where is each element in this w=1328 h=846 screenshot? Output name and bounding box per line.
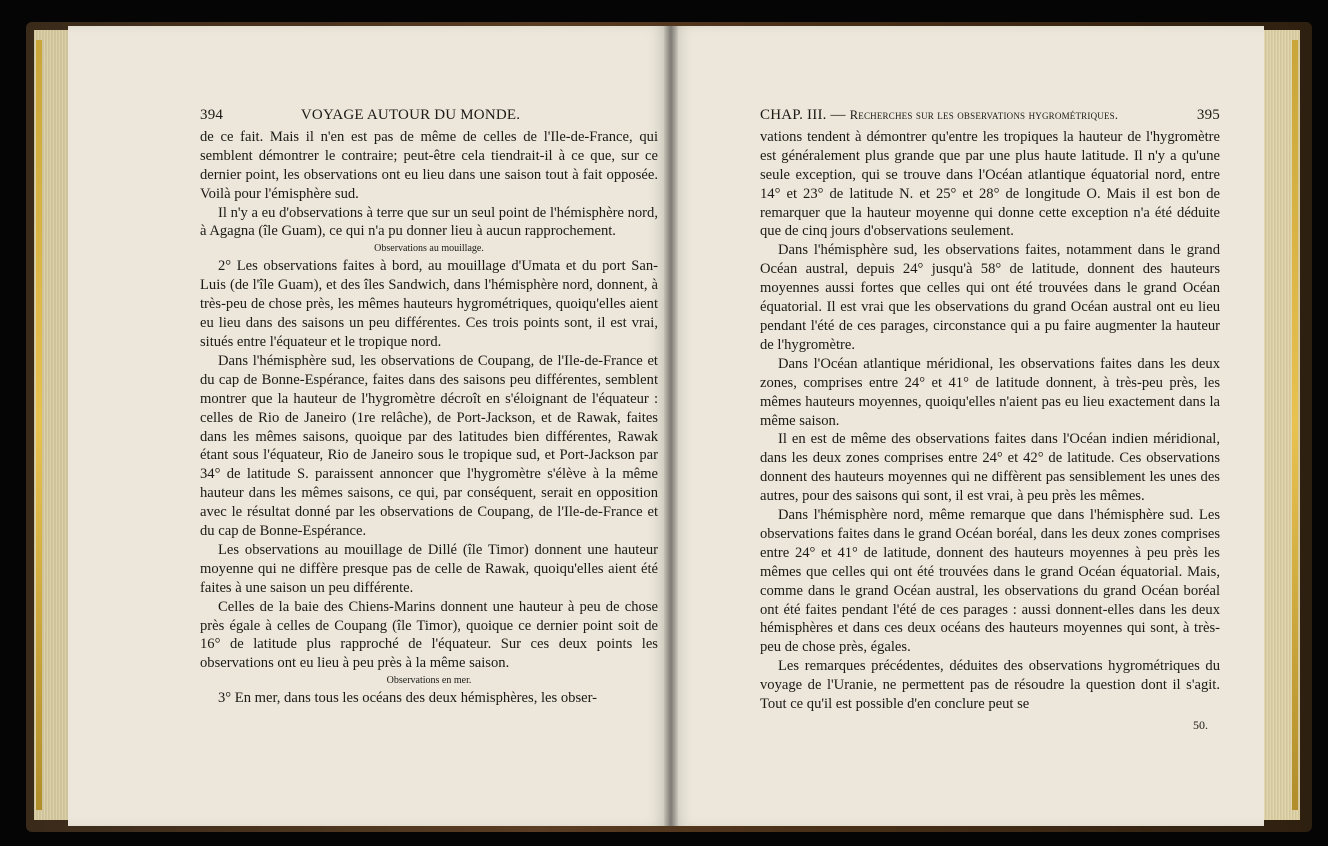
chapter-label: CHAP. III. — xyxy=(760,107,846,123)
paragraph: Les remarques précédentes, déduites des observations hygrométriques du voyage de l'Uranie, ne permettent pas de résoudre la question dont il s'agit. Tout ce qu'il est possible d'en conclure peut se xyxy=(760,658,1220,713)
left-running-head xyxy=(200,106,658,125)
right-page-text xyxy=(760,106,1220,735)
paragraph: Dans l'hémisphère nord, même remarque que dans l'hémisphère sud. Les observations faites dans le grand Océan boréal, dans les deux zones comprises entre 24° et 41° de latitude, donnent des hauteurs moyennes à peu près les mêmes que celles qui ont été trouvées dans le grand Océan équatorial. Mais, comme dans le grand Océan austral, les observations du grand Océan boréal ont été faites pendant l'été de ces parages : aussi donnent-elles dans les deux hémisphères et dans ces deux océans des hauteurs moyennes qui sont, à très-peu de chose près, égales. xyxy=(760,507,1220,656)
chapter-title: Recherches sur les observations hygrométriques. xyxy=(849,108,1119,122)
paragraph: Dans l'hémisphère sud, les observations de Coupang, de l'Ile-de-France et du cap de Bonne-Espérance, faites dans des saisons peu différentes, semblent montrer que la hauteur de l'hygromètre décroît en s'éloignant de l'équateur : celles de Rio de Janeiro (1re relâche), de Port-Jackson, et de Rawak, faites dans les mêmes saisons, quoique par des latitudes bien différentes, Rawak étant sous l'équateur, Rio de Janeiro sous le tropique sud, et Port-Jackson par 34° de latitude S. paraissent annoncer que l'hygromètre s'élève à la même hauteur dans les mêmes saisons, ce qui, par conséquent, serait en opposition avec le résultat donné par les observations de Coupang, de l'Ile-de-France et du cap de Bonne-Espérance. xyxy=(200,352,658,540)
right-page xyxy=(670,26,1264,826)
paragraph: vations tendent à démontrer qu'entre les tropiques la hauteur de l'hygromètre est généralement plus grande que par une plus haute latitude. Il n'y a qu'une seule exception, qui se trouve dans l'Océan atlantique équatorial nord, entre 14° et 23° de latitude N. et 25° et 28° de longitude O. Mais il est bon de remarquer que la hauteur moyenne qui donne cette exception n'a été déduite que de cinq jours d'observations seulement. xyxy=(760,128,1220,240)
right-running-title xyxy=(760,106,1197,125)
paragraph: Dans l'Océan atlantique méridional, les observations faites dans les deux zones, comprises entre 24° et 41° de latitude donnent, à très-peu près, les mêmes hauteurs moyennes, quoiqu'elles n'aient pas eu lieu exactement dans la même saison. xyxy=(760,355,1220,429)
left-gilt-edge xyxy=(36,40,42,810)
paragraph: Celles de la baie des Chiens-Marins donnent une hauteur à peu de chose près égale à celles de Coupang (île Timor), quoique ce dernier point soit de 16° de latitude plus rapproché de l'équateur. Sur ces deux points les observations ont eu lieu à peu près à la même saison. xyxy=(200,598,658,672)
left-page xyxy=(68,26,670,826)
paragraph: 3° En mer, dans tous les océans des deux hémisphères, les obser- xyxy=(218,690,598,707)
signature-mark: 50. xyxy=(1193,718,1208,732)
left-page-number: 394 xyxy=(200,107,224,123)
sidenote-en-mer: Observations en mer. xyxy=(386,675,472,687)
paragraph: Il en est de même des observations faites dans l'Océan indien méridional, dans les deux zones comprises entre 24° et 42° de latitude. Ces observations donnent des hauteurs moyennes qui ne diffèrent pas sensiblement les unes des autres, pour des saisons qui sont, il est vrai, à peu près les mêmes. xyxy=(760,431,1220,505)
paragraph: Les observations au mouillage de Dillé (île Timor) donnent une hauteur moyenne qui ne diffère presque pas de celle de Rawak, quoiqu'elles aient été faites à une saison un peu différente. xyxy=(200,541,658,596)
right-running-head xyxy=(760,106,1220,125)
right-page-number: 395 xyxy=(1196,107,1220,123)
left-running-title: VOYAGE AUTOUR DU MONDE. xyxy=(300,107,521,123)
paragraph: Il n'y a eu d'observations à terre que sur un seul point de l'hémisphère nord, à Agagna (île Guam), ce qui n'a pu donner lieu à aucun rapprochement. xyxy=(200,204,658,240)
left-page-text xyxy=(200,106,658,708)
paragraph: Dans l'hémisphère sud, les observations faites, notamment dans le grand Océan austral, depuis 24° jusqu'à 58° de latitude, donnent des hauteurs moyennes aussi fortes que celles qui ont été trouvées dans le grand Océan équatorial. Il est vrai que les observations du grand Océan austral ont eu lieu pendant l'été de ces parages, circonstance qui a pu faire augmenter la hauteur de l'hygromètre. xyxy=(760,242,1220,353)
right-gilt-edge xyxy=(1292,40,1298,810)
book-gutter xyxy=(664,26,678,826)
sidenote-mouillage: Observations au mouillage. xyxy=(374,243,484,255)
paragraph: de ce fait. Mais il n'en est pas de même de celles de l'Ile-de-France, qui semblent démontrer le contraire; peut-être cela tiendrait-il à ce que, sur ce dernier point, les observations ont eu lieu dans une saison tout à fait opposée. Voilà pour l'émisphère sud. xyxy=(200,128,658,202)
paragraph: 2° Les observations faites à bord, au mouillage d'Umata et du port San-Luis (de l'île Guam), et des îles Sandwich, dans l'hémisphère nord, donnent, à très-peu de chose près, les mêmes hauteurs hygrométriques, quoiqu'elles aient eu lieu dans des saisons un peu différentes. Ces trois points sont, il est vrai, situés entre l'équateur et le tropique nord. xyxy=(200,258,658,350)
